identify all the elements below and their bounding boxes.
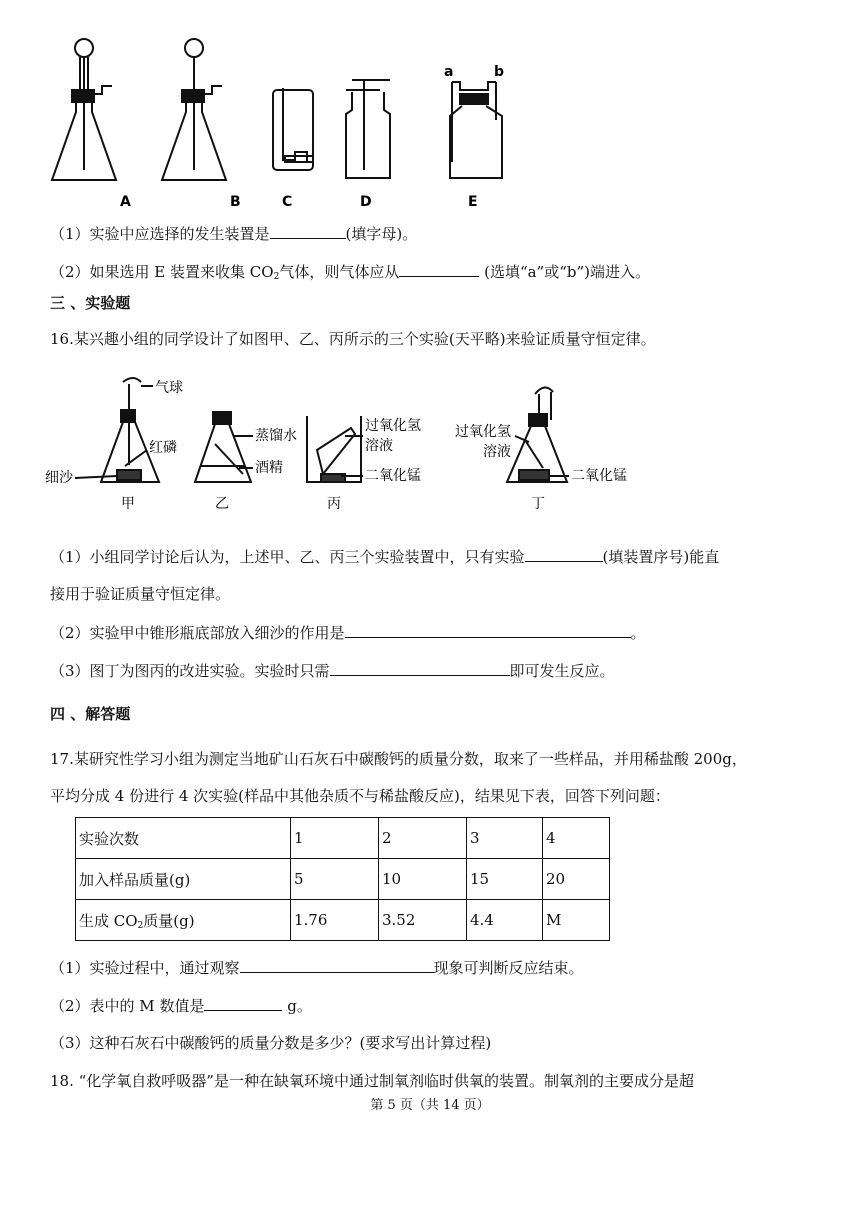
apparatus-label-c: C xyxy=(282,194,293,210)
q17-sub1: （1）实验过程中，通过观察 现象可判断反应结束。 xyxy=(50,956,584,979)
table-cell: 加入样品质量(g) xyxy=(76,859,291,900)
apparatus-figure-a-to-e xyxy=(40,30,520,210)
label-h2o2-bing-1: 过氧化氢 xyxy=(365,418,421,434)
label-fine-sand: 细沙 xyxy=(45,470,73,486)
label-jia: 甲 xyxy=(121,496,135,512)
label-distilled-water: 蒸馏水 xyxy=(255,428,297,444)
label-balloon: 气球 xyxy=(155,380,183,396)
table-row xyxy=(76,818,610,859)
label-ding: 丁 xyxy=(531,496,545,512)
section-3-title: 三 、实验题 xyxy=(50,294,131,312)
table-cell: 实验次数 xyxy=(76,818,291,859)
table-cell: 20 xyxy=(543,859,610,900)
apparatus-label-a: A xyxy=(120,194,131,210)
q17-stem-line2: 平均分成 4 份进行 4 次实验(样品中其他杂质不与稀盐酸反应)，结果见下表，回答下列问题： xyxy=(50,787,670,805)
apparatus-label-e: E xyxy=(468,194,478,210)
q16-sub1-line2: 接用于验证质量守恒定律。 xyxy=(50,585,231,603)
label-alcohol: 酒精 xyxy=(255,460,283,476)
apparatus-b xyxy=(162,39,226,180)
label-h2o2-bing-2: 溶液 xyxy=(365,438,393,454)
label-h2o2-ding-2: 溶液 xyxy=(483,444,511,460)
apparatus-e xyxy=(450,82,502,178)
q16-sub2-blank[interactable] xyxy=(345,621,631,638)
table-cell: 2 xyxy=(379,818,467,859)
apparatus-c xyxy=(273,88,313,170)
label-h2o2-ding-1: 过氧化氢 xyxy=(455,424,511,440)
q17-sub2-blank[interactable] xyxy=(204,994,282,1011)
q15-sub1: （1）实验中应选择的发生装置是 (填字母)。 xyxy=(50,222,417,245)
q17-sub3: （3）这种石灰石中碳酸钙的质量分数是多少？(要求写出计算过程) xyxy=(50,1034,492,1052)
apparatus-d xyxy=(346,80,390,178)
table-cell: 4 xyxy=(543,818,610,859)
q16-sub3: （3）图丁为图丙的改进实验。实验时只需 即可发生反应。 xyxy=(50,659,615,682)
table-cell: 4.4 xyxy=(467,900,543,941)
q16-stem: 16.某兴趣小组的同学设计了如图甲、乙、丙所示的三个实验(天平略)来验证质量守恒定律。 xyxy=(50,330,656,348)
apparatus-label-d: D xyxy=(360,194,372,210)
table-cell: 15 xyxy=(467,859,543,900)
q17-sub2: （2）表中的 M 数值是 g。 xyxy=(50,994,312,1017)
table-cell: M xyxy=(543,900,610,941)
port-a-label: a xyxy=(444,64,454,80)
table-cell: 3.52 xyxy=(379,900,467,941)
apparatus-ding xyxy=(507,387,567,482)
label-mno2-ding: 二氧化锰 xyxy=(571,468,627,484)
apparatus-jia xyxy=(101,378,159,482)
table-cell: 1 xyxy=(291,818,379,859)
table-row xyxy=(76,900,610,941)
q15-sub2-blank[interactable] xyxy=(399,260,479,277)
port-b-label: b xyxy=(494,64,505,80)
label-bing: 丙 xyxy=(327,496,341,512)
apparatus-bing xyxy=(307,416,361,482)
page-footer: 第 5 页（共 14 页） xyxy=(370,1098,490,1113)
table-cell: 生成 $CO_2$质量(g) xyxy=(76,900,291,941)
table-cell: 1.76 xyxy=(291,900,379,941)
q16-sub1-blank[interactable] xyxy=(525,545,603,562)
q17-sub1-blank[interactable] xyxy=(240,956,434,973)
q15-sub1-blank[interactable] xyxy=(270,222,346,239)
table-row xyxy=(76,859,610,900)
table-cell: 3 xyxy=(467,818,543,859)
apparatus-a xyxy=(52,39,116,180)
apparatus-label-b: B xyxy=(230,194,241,210)
mass-conservation-figure xyxy=(45,370,655,520)
label-red-phosphorus: 红磷 xyxy=(149,440,177,456)
q17-stem-line1: 17.某研究性学习小组为测定当地矿山石灰石中碳酸钙的质量分数，取来了一些样品，并用稀盐酸 200g， xyxy=(50,750,747,768)
table-cell: 5 xyxy=(291,859,379,900)
q16-sub1: （1）小组同学讨论后认为，上述甲、乙、丙三个实验装置中，只有实验 (填装置序号)能直 xyxy=(50,545,719,568)
table-cell: 10 xyxy=(379,859,467,900)
apparatus-yi xyxy=(195,412,251,482)
section-4-title: 四 、解答题 xyxy=(50,705,131,723)
q16-sub3-blank[interactable] xyxy=(330,659,510,676)
q16-sub2: （2）实验甲中锥形瓶底部放入细沙的作用是 。 xyxy=(50,621,646,644)
q18-stem: 18. “化学氧自救呼吸器”是一种在缺氧环境中通过制氧剂临时供氧的装置。制氧剂的主要成分是超 xyxy=(50,1072,694,1090)
q15-sub2: （2）如果选用 E 装置来收集 $CO_2$气体，则气体应从 (选填“a”或“b”)端进入。 xyxy=(50,260,650,288)
label-yi: 乙 xyxy=(215,496,229,512)
q17-results-table xyxy=(75,817,610,941)
label-mno2-bing: 二氧化锰 xyxy=(365,468,421,484)
